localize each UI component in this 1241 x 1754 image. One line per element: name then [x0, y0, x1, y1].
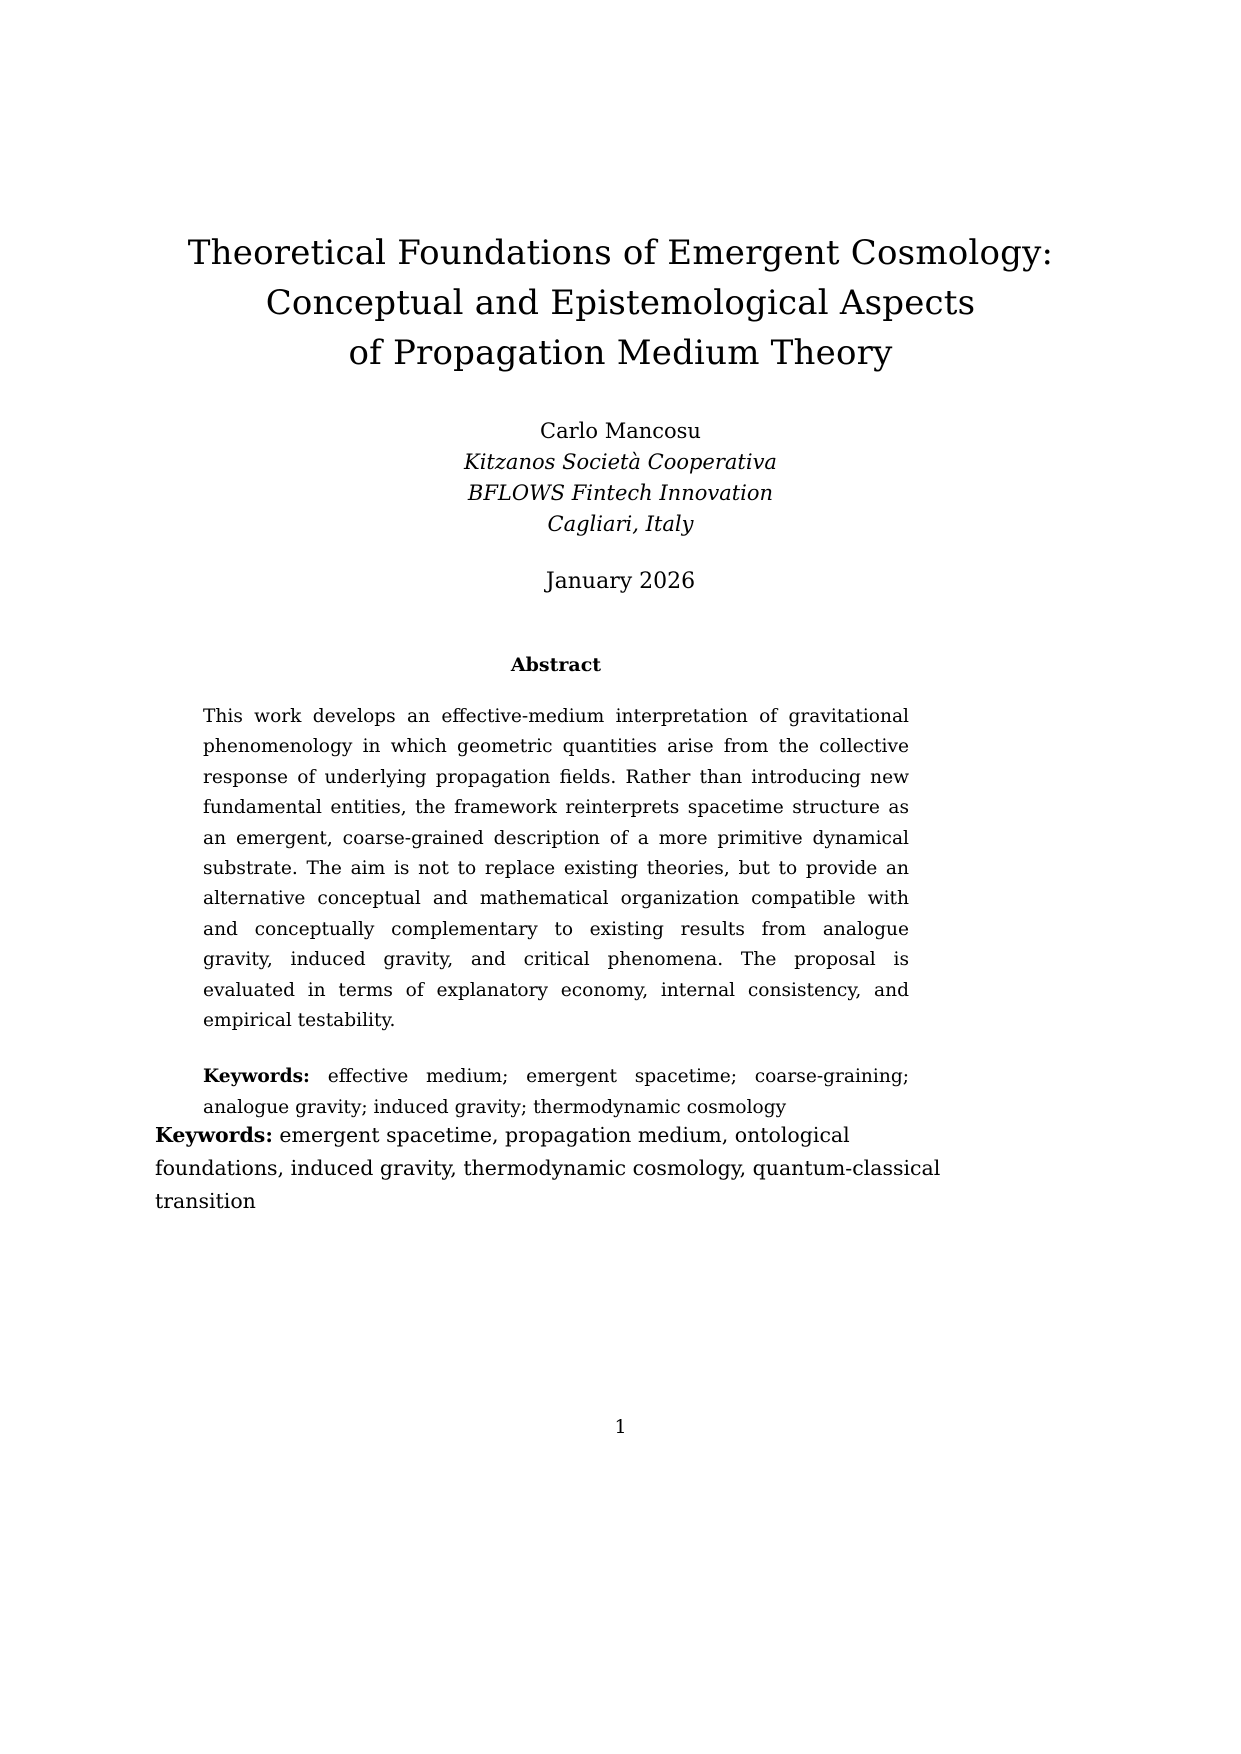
keywords-text: emergent spacetime, propagation medium, ontological foundations, induced gravity, thermodynamic cosmology, quantum-classical transition — [155, 1122, 941, 1213]
author-name: Carlo Mancosu — [540, 419, 701, 443]
abstract-keywords — [203, 1062, 909, 1123]
page-number: 1 — [614, 1416, 627, 1438]
title-line-3: of Propagation Medium Theory — [348, 333, 893, 373]
author-block — [0, 416, 1241, 540]
publication-date: January 2026 — [545, 569, 696, 594]
affiliation-line-3: Cagliari, Italy — [547, 512, 694, 536]
paper-title — [0, 228, 1241, 378]
abstract-heading: Abstract — [510, 654, 602, 676]
abstract-body: This work develops an effective-medium interpretation of gravitational phenomenology in which geometric quantities arise from the collective response of underlying propagation fields. Rather than introducing new fundamental entities, the framework reinterprets spacetime structure as an emergent, coarse-grained description of a more primitive dynamical substrate. The aim is not to replace existing theories, but to provide an alternative conceptual and mathematical organization compatible with and conceptually complementary to existing results from analogue gravity, induced gravity, and critical phenomena. The proposal is evaluated in terms of explanatory economy, internal consistency, and empirical testability. — [203, 706, 909, 1032]
title-line-1: Theoretical Foundations of Emergent Cosmology: — [187, 233, 1054, 273]
affiliation-line-1: Kitzanos Società Cooperativa — [464, 450, 777, 474]
keywords-section — [155, 1119, 955, 1218]
title-line-2: Conceptual and Epistemological Aspects — [265, 283, 976, 323]
keywords-label: Keywords: — [155, 1122, 273, 1147]
affiliation-line-2: BFLOWS Fintech Innovation — [467, 481, 774, 505]
abstract-keywords-label: Keywords: — [203, 1066, 310, 1088]
abstract-section — [203, 652, 909, 1142]
abstract-keywords-text: effective medium; emergent spacetime; coarse-graining; analogue gravity; induced gravity; thermodynamic cosmology — [203, 1066, 909, 1118]
